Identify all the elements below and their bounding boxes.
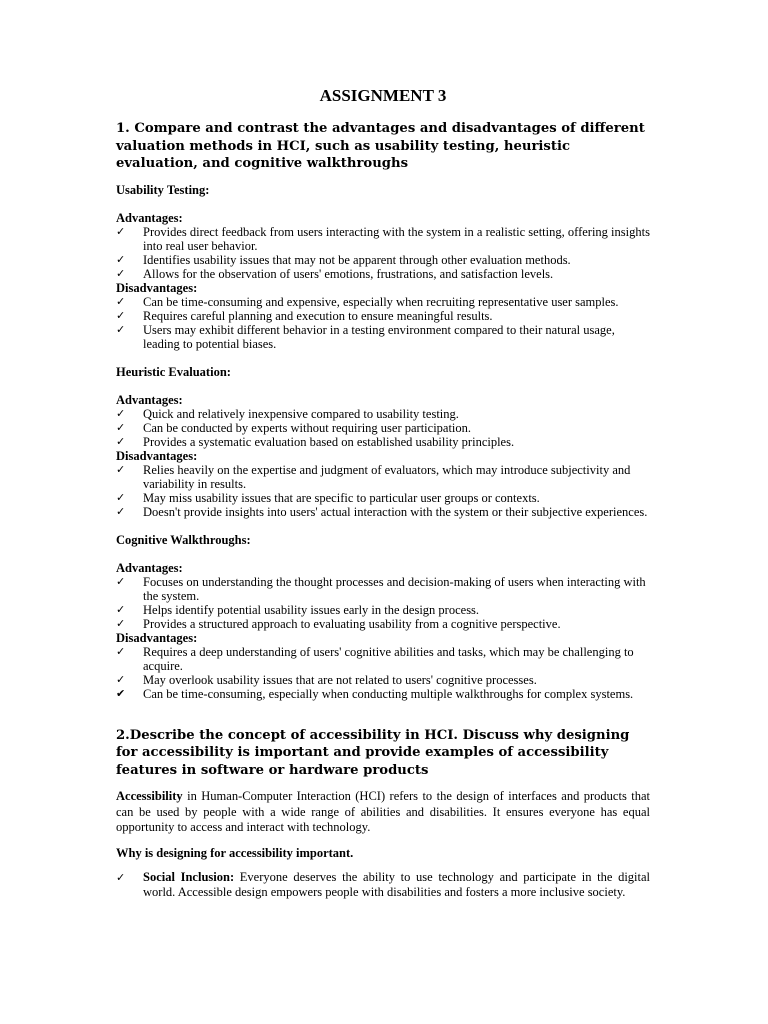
evaluation-method-section	[116, 183, 650, 365]
spacer	[116, 519, 650, 533]
advantages-label: Advantages:	[116, 560, 183, 575]
accessibility-definition	[116, 789, 650, 836]
checklist	[116, 295, 650, 351]
spacer	[116, 197, 650, 211]
spacer	[116, 547, 650, 561]
check-icon: ✔	[116, 686, 126, 700]
checklist-item	[116, 673, 650, 687]
reason-text: Everyone deserves the ability to use technology and participate in the digital world. Accessible design empowers people with disabilities and fosters a more inclusive society.	[143, 869, 651, 899]
check-icon: ✓	[116, 308, 126, 322]
check-icon: ✓	[116, 490, 126, 504]
check-icon: ✓	[116, 616, 126, 630]
check-icon: ✓	[116, 462, 126, 476]
checklist-item	[116, 225, 650, 253]
check-icon: ✓	[116, 434, 126, 448]
checklist-item	[116, 645, 650, 673]
check-icon: ✓	[116, 420, 126, 434]
accessibility-reason-item	[116, 870, 650, 901]
checklist-item-text: May miss usability issues that are specific to particular user groups or contexts.	[143, 490, 540, 505]
question-1-sections	[116, 183, 650, 701]
check-icon: ✓	[116, 672, 126, 686]
check-icon: ✓	[116, 644, 126, 658]
checklist	[116, 407, 650, 449]
evaluation-method-section	[116, 533, 650, 701]
method-title: Cognitive Walkthroughs:	[116, 532, 251, 547]
disadvantages-label: Disadvantages:	[116, 448, 198, 463]
reason-title: Social Inclusion:	[143, 869, 235, 884]
checklist-item	[116, 463, 650, 491]
checklist-item-text: Provides direct feedback from users interacting with the system in a realistic setting, offering insights into real user behavior.	[143, 224, 650, 253]
checklist-item	[116, 267, 650, 281]
checklist-item-text: Requires careful planning and execution to ensure meaningful results.	[143, 308, 493, 323]
advantages-label: Advantages:	[116, 210, 183, 225]
check-icon: ✓	[116, 504, 126, 518]
document-title: ASSIGNMENT 3	[319, 86, 447, 105]
checklist-item	[116, 575, 650, 603]
disadvantages-label: Disadvantages:	[116, 280, 198, 295]
checklist-item-text: Can be time-consuming and expensive, especially when recruiting representative user samples.	[143, 294, 619, 309]
checklist-item	[116, 617, 650, 631]
spacer	[116, 379, 650, 393]
method-title: Usability Testing:	[116, 182, 210, 197]
checklist-item-text: Quick and relatively inexpensive compared to usability testing.	[143, 406, 459, 421]
question-1-heading: 1. Compare and contrast the advantages and disadvantages of different valuation methods in HCI, such as usability testing, heuristic evaluation, and cognitive walkthroughs	[116, 121, 645, 171]
method-title: Heuristic Evaluation:	[116, 364, 231, 379]
checklist-item	[116, 309, 650, 323]
disadvantages-label: Disadvantages:	[116, 630, 198, 645]
checklist-item	[116, 603, 650, 617]
checklist	[116, 575, 650, 631]
checklist-item-text: Identifies usability issues that may not be apparent through other evaluation methods.	[143, 252, 571, 267]
accessibility-definition-text: in Human-Computer Interaction (HCI) refers to the design of interfaces and products that can be used by people with a wide range of abilities and disabilities. It ensures everyone has equal opportunity to access and interact with technology.	[116, 789, 650, 834]
checklist-item	[116, 421, 650, 435]
checklist	[116, 645, 650, 701]
checklist-item-text: Helps identify potential usability issues early in the design process.	[143, 602, 480, 617]
checklist-item-text: Provides a systematic evaluation based on established usability principles.	[143, 434, 515, 449]
checklist-item-text: Requires a deep understanding of users' cognitive abilities and tasks, which may be challenging to acquire.	[143, 644, 634, 673]
advantages-label: Advantages:	[116, 392, 183, 407]
check-icon: ✓	[116, 224, 126, 238]
checklist-item	[116, 295, 650, 309]
checklist-item	[116, 435, 650, 449]
checklist-item	[116, 407, 650, 421]
checklist	[116, 225, 650, 281]
checklist-item	[116, 323, 650, 351]
check-icon: ✓	[116, 252, 126, 266]
why-accessibility-heading: Why is designing for accessibility important.	[116, 845, 354, 860]
checklist-item-text: Relies heavily on the expertise and judgment of evaluators, which may introduce subjectivity and variability in results.	[143, 462, 631, 491]
checklist-item	[116, 687, 650, 701]
check-icon: ✓	[116, 294, 126, 308]
accessibility-reasons-list	[116, 870, 650, 901]
check-icon: ✓	[116, 266, 126, 280]
checklist-item	[116, 253, 650, 267]
checklist-item	[116, 505, 650, 519]
document-page	[116, 86, 650, 901]
check-icon: ✓	[116, 574, 126, 588]
check-icon: ✓	[116, 602, 126, 616]
checklist-item-text: Can be time-consuming, especially when conducting multiple walkthroughs for complex systems.	[143, 686, 634, 701]
checklist-item-text: Provides a structured approach to evaluating usability from a cognitive perspective.	[143, 616, 561, 631]
question-2-heading: 2.Describe the concept of accessibility in HCI. Discuss why designing for accessibility is important and provide examples of accessibility features in software or hardware products	[116, 727, 630, 778]
checklist-item-text: Allows for the observation of users' emotions, frustrations, and satisfaction levels.	[143, 266, 554, 281]
checklist-item-text: Doesn't provide insights into users' actual interaction with the system or their subjective experiences.	[143, 504, 648, 519]
check-icon: ✓	[116, 322, 126, 336]
checklist-item-text: Focuses on understanding the thought processes and decision-making of users when interacting with the system.	[143, 574, 646, 603]
checklist-item-text: Can be conducted by experts without requiring user participation.	[143, 420, 472, 435]
check-icon: ✓	[116, 870, 126, 884]
checklist-item-text: Users may exhibit different behavior in a testing environment compared to their natural usage, leading to potential biases.	[143, 322, 615, 351]
checklist-item	[116, 491, 650, 505]
accessibility-term: Accessibility	[116, 789, 183, 803]
evaluation-method-section	[116, 365, 650, 533]
checklist-item-text: May overlook usability issues that are not related to users' cognitive processes.	[143, 672, 537, 687]
check-icon: ✓	[116, 406, 126, 420]
spacer	[116, 351, 650, 365]
checklist	[116, 463, 650, 519]
